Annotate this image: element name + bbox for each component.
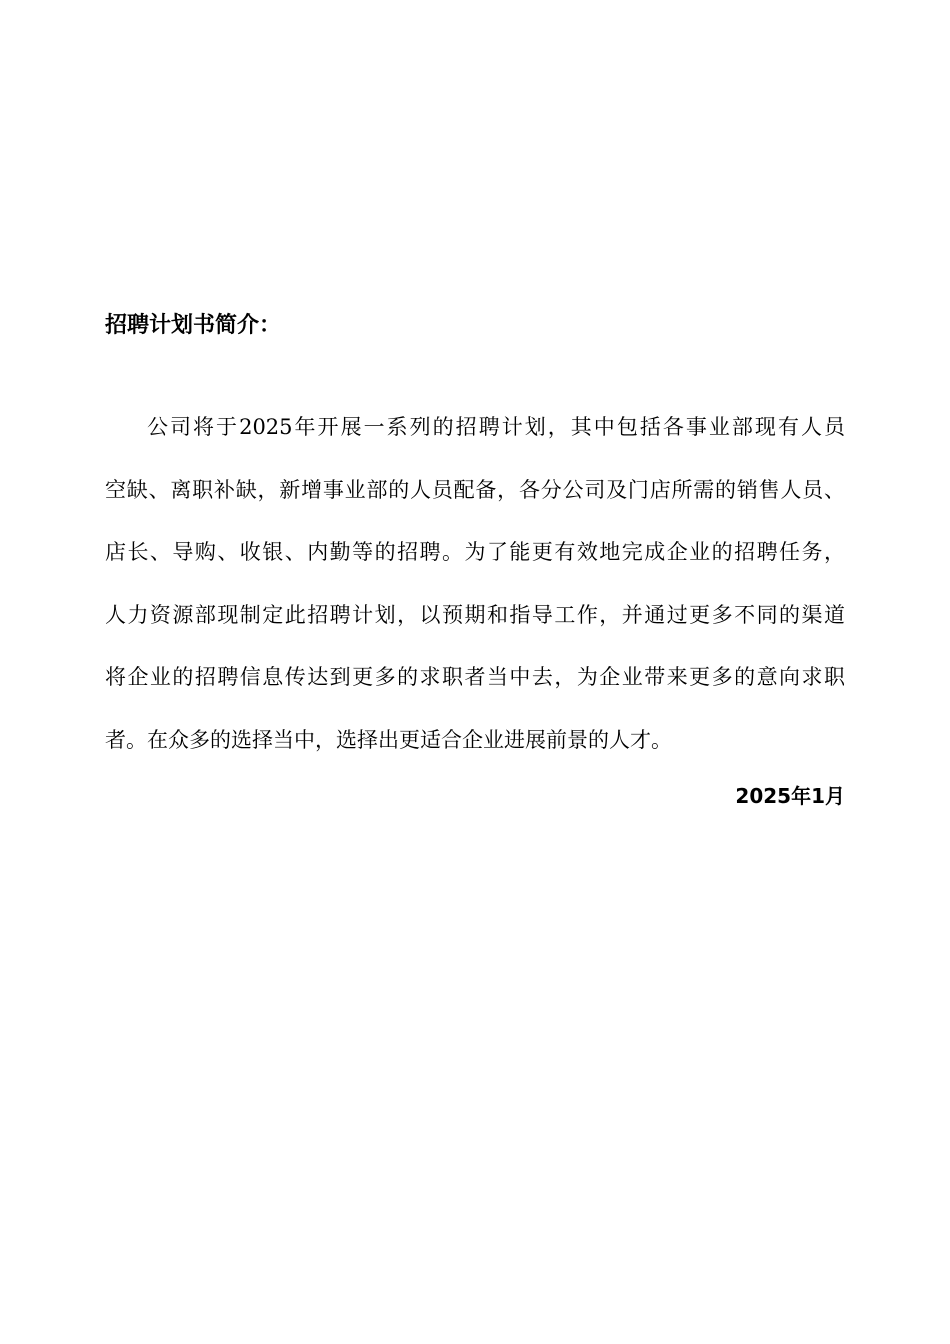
paragraph-line: 店长、导购、收银、内勤等的招聘。为了能更有效地完成企业的招聘任务， <box>105 540 845 564</box>
paragraph-line: 公司将于2025年开展一系列的招聘计划，其中包括各事业部现有人员 <box>147 415 845 439</box>
paragraph-line: 者。在众多的选择当中，选择出更适合企业进展前景的人才。 <box>105 727 672 752</box>
paragraph-line: 人力资源部现制定此招聘计划，以预期和指导工作，并通过更多不同的渠道 <box>105 602 845 627</box>
paragraph-line: 空缺、离职补缺，新增事业部的人员配备，各分公司及门店所需的销售人员、 <box>105 477 845 502</box>
document-heading: 招聘计划书简介： <box>105 313 282 338</box>
document-date: 2025年1月 <box>735 784 845 808</box>
paragraph-line: 将企业的招聘信息传达到更多的求职者当中去，为企业带来更多的意向求职 <box>105 665 845 689</box>
intro-paragraph <box>105 405 845 780</box>
